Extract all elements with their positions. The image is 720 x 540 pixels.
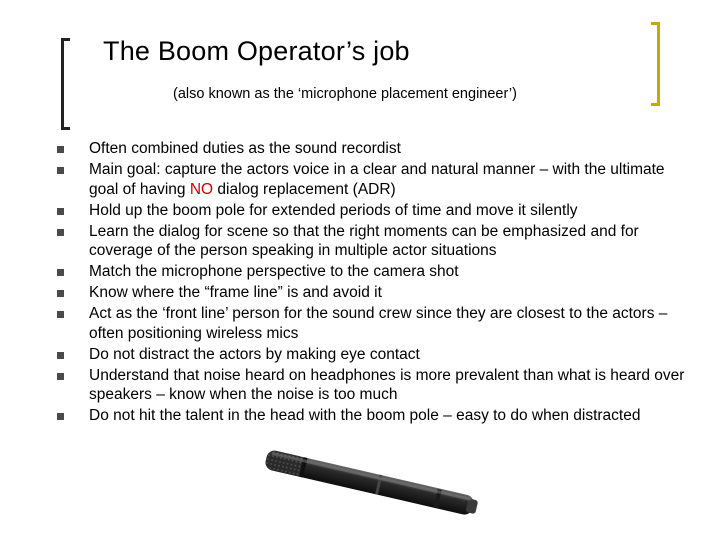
square-bullet-icon — [57, 311, 64, 318]
slide-subtitle: (also known as the ‘microphone placement engineer’) — [173, 86, 517, 102]
square-bullet-icon — [57, 208, 64, 215]
square-bullet-icon — [57, 269, 64, 276]
bullet-highlight-text: NO — [189, 180, 214, 198]
bullet-item — [0, 304, 720, 343]
square-bullet-icon — [57, 290, 64, 297]
shotgun-microphone-icon — [246, 444, 486, 534]
bullet-item — [0, 139, 720, 159]
slide-title: The Boom Operator’s job — [103, 36, 410, 66]
square-bullet-icon — [57, 413, 64, 420]
left-bracket-decoration — [61, 38, 70, 130]
bullet-text-before: Main goal: capture the actors voice in a clear and natural manner – with the ultimate goal of having — [89, 160, 665, 198]
bullet-item — [0, 345, 720, 365]
bullet-text: Act as the ‘front line’ person for the sound crew since they are closest to the actors – often positioning wireless mics — [89, 305, 668, 342]
bullet-text: Understand that noise heard on headphones is more prevalent than what is heard over speakers – know when the noise is too much — [89, 366, 685, 404]
bullet-text: Match the microphone perspective to the camera shot — [89, 263, 459, 281]
bullet-item — [0, 160, 720, 199]
bullet-item — [0, 262, 720, 282]
bullet-item — [0, 366, 720, 405]
square-bullet-icon — [57, 373, 64, 380]
bullet-text: Hold up the boom pole for extended periods of time and move it silently — [89, 201, 578, 219]
square-bullet-icon — [57, 229, 64, 236]
bullet-text: Know where the “frame line” is and avoid it — [89, 284, 382, 302]
bullet-text: Often combined duties as the sound recordist — [89, 140, 401, 157]
square-bullet-icon — [57, 352, 64, 359]
square-bullet-icon — [57, 167, 64, 174]
bullet-item — [0, 283, 720, 303]
bullet-text: Learn the dialog for scene so that the right moments can be emphasized and for coverage of the person speaking in multiple actor situations — [89, 222, 639, 260]
bullet-item — [0, 406, 720, 426]
right-bracket-decoration — [651, 22, 660, 106]
bullet-text: Do not distract the actors by making eye contact — [89, 345, 420, 363]
bullet-text-after: dialog replacement (ADR) — [213, 180, 396, 198]
bullet-text: Do not hit the talent in the head with the boom pole – easy to do when distracted — [89, 407, 641, 425]
square-bullet-icon — [57, 146, 64, 153]
bullet-item — [0, 222, 720, 261]
bullet-item — [0, 201, 720, 221]
bullet-list — [0, 139, 720, 426]
